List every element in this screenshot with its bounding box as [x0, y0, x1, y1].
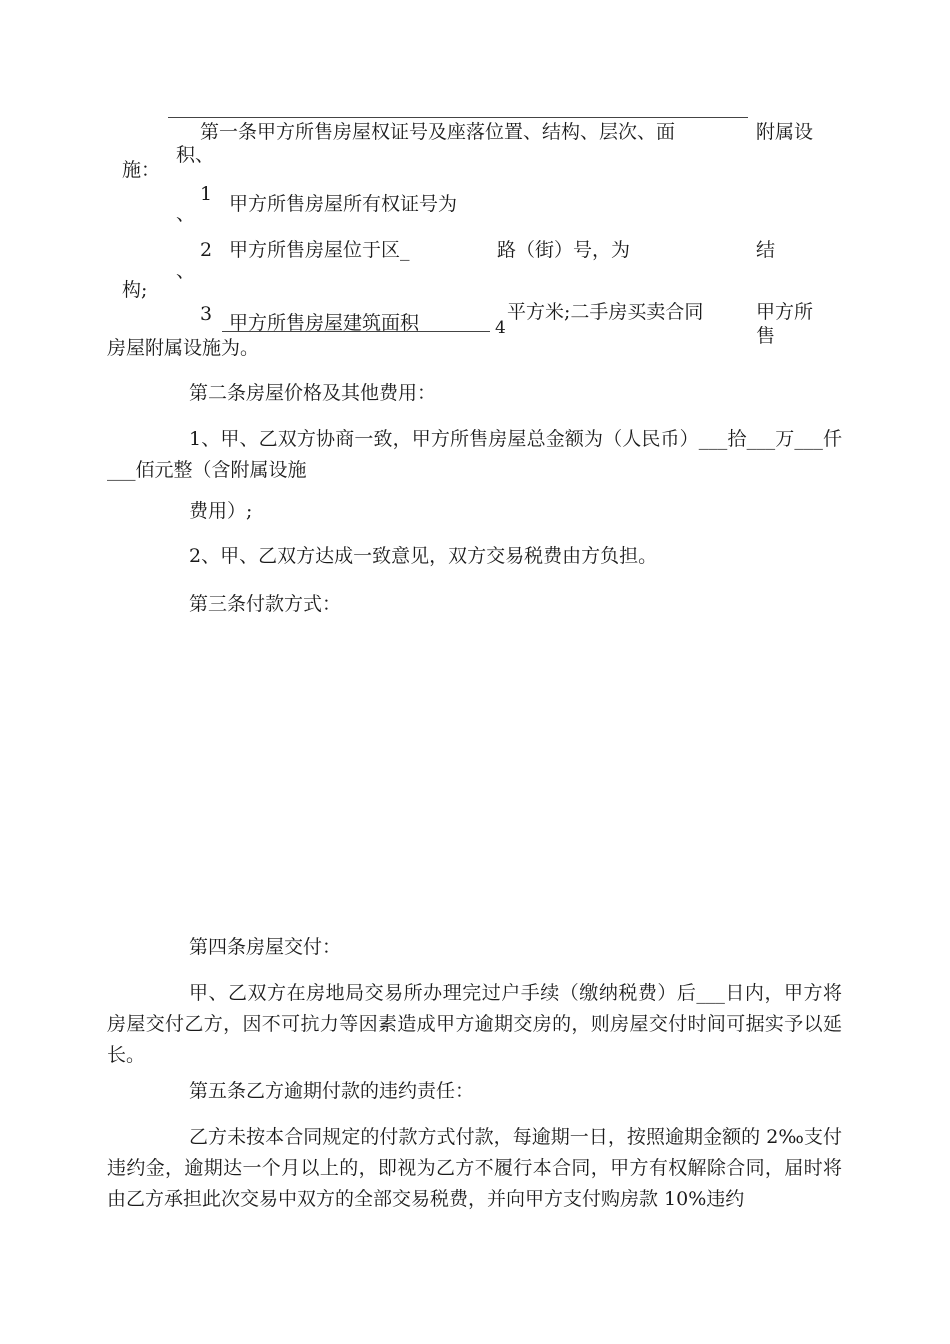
article2-paragraph-1: 1、甲、乙双方协商一致，甲方所售房屋总金额为（人民币）___拾___万___仟___佰元整（含附属设施: [107, 428, 842, 481]
item3-text-a: 甲方所售房屋建筑面积: [229, 312, 420, 334]
item2-mark: 、: [176, 260, 196, 282]
item1-mark: 、: [176, 203, 196, 225]
item3-cont: 房屋附属设施为。: [107, 337, 260, 359]
item3-underline: [222, 331, 490, 332]
item2-text-a: 甲方所售房屋位于区_: [229, 239, 410, 261]
item2-text-b: 路（街）号，为: [497, 239, 631, 261]
article4-paragraph: 甲、乙双方在房地局交易所办理完过户手续（缴纳税费）后___日内，甲方将房屋交付乙方，因不可抗力等因素造成甲方逾期交房的，则房屋交付时间可据实予以延长。: [107, 982, 842, 1066]
article1-title-wrap: 积、: [176, 144, 215, 166]
item1-number: 1: [200, 183, 213, 205]
article2-paragraph-1-cont: 费用）;: [189, 500, 253, 522]
item3-text-right-cut: 售: [756, 325, 776, 347]
item3-text-right: 甲方所: [756, 301, 814, 323]
article1-title: 第一条甲方所售房屋权证号及座落位置、结构、层次、面: [200, 121, 676, 143]
item2-number: 2: [200, 239, 213, 261]
item2-text-right: 结: [756, 239, 776, 261]
item3-text-b: 平方米;二手房买卖合同: [507, 301, 704, 323]
item1-text: 甲方所售房屋所有权证号为: [229, 193, 458, 215]
item2-cont: 构;: [122, 279, 148, 301]
article3-title: 第三条付款方式：: [189, 593, 342, 615]
article4-title: 第四条房屋交付：: [189, 936, 342, 958]
article5-paragraph: 乙方未按本合同规定的付款方式付款，每逾期一日，按照逾期金额的 2‰支付违约金，逾期达一个月以上的，即视为乙方不履行本合同，甲方有权解除合同，届时将由乙方承担此次交易中双方的全部交易税费，并向甲方支付购房款 10%违约: [107, 1126, 842, 1210]
article1-title-right: 附属设: [756, 121, 814, 143]
article2-paragraph-2: 2、甲、乙双方达成一致意见，双方交易税费由方负担。: [189, 545, 658, 567]
item3-number: 3: [200, 303, 213, 325]
article1-title-cont: 施：: [122, 159, 161, 181]
item3-marker: 4: [495, 318, 506, 338]
article5-title: 第五条乙方逾期付款的违约责任：: [189, 1080, 475, 1102]
article2-title: 第二条房屋价格及其他费用：: [189, 382, 437, 404]
